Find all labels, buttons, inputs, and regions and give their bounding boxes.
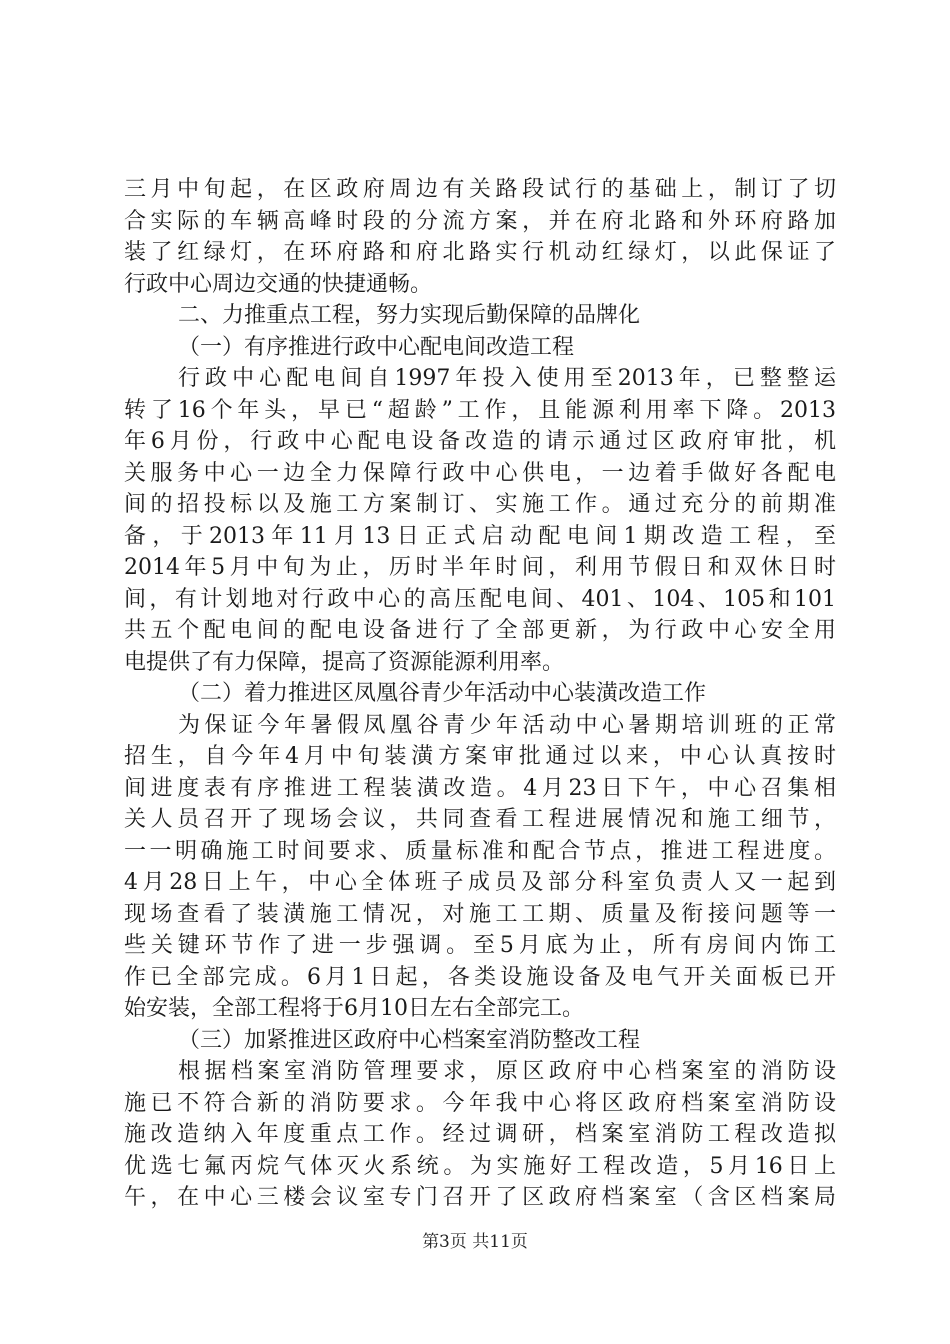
paragraph-line: 三月中旬起，在区政府周边有关路段试行的基础上，制订了切	[124, 177, 836, 202]
paragraph-line: 转了16个年头，早已“超龄”工作，且能源利用率下降。2013	[124, 397, 836, 423]
paragraph-line: 施改造纳入年度重点工作。经过调研，档案室消防工程改造拟	[124, 1122, 836, 1147]
paragraph-line: 关人员召开了现场会议，共同查看工程进展情况和施工细节，	[124, 807, 836, 832]
paragraph-line: 间，有计划地对行政中心的高压配电间、401、104、105和101	[124, 586, 836, 612]
paragraph-line: 午，在中心三楼会议室专门召开了区政府档案室（含区档案局	[124, 1185, 836, 1210]
paragraph-line: 为保证今年暑假凤凰谷青少年活动中心暑期培训班的正常	[178, 712, 836, 738]
paragraph-line: 现场查看了装潢施工情况，对施工工期、质量及衔接问题等一	[124, 901, 836, 927]
paragraph-line: 间的招投标以及施工方案制订、实施工作。通过充分的前期准	[124, 492, 836, 517]
paragraph-line: 装了红绿灯，在环府路和府北路实行机动红绿灯，以此保证了	[124, 240, 836, 265]
page-footer: 第3页 共11页	[422, 1231, 528, 1252]
paragraph-line: 合实际的车辆高峰时段的分流方案，并在府北路和外环府路加	[124, 208, 836, 234]
paragraph-line: 根据档案室消防管理要求，原区政府中心档案室的消防设	[178, 1059, 836, 1084]
paragraph-line: 作已全部完成。6月1日起，各类设施设备及电气开关面板已开	[124, 964, 836, 990]
paragraph-line: 间进度表有序推进工程装潢改造。4月23日下午，中心召集相	[124, 775, 836, 801]
section-heading: 二、力推重点工程，努力实现后勤保障的品牌化	[178, 303, 641, 328]
paragraph-line: 2014年5月中旬为止，历时半年时间，利用节假日和双休日时	[124, 555, 836, 580]
paragraph-line: 些关键环节作了进一步强调。至5月底为止，所有房间内饰工	[124, 933, 836, 958]
paragraph-line: 电提供了有力保障，提高了资源能源利用率。	[124, 649, 565, 675]
paragraph-line: 备，于2013年11月13日正式启动配电间1期改造工程，至	[124, 523, 836, 549]
paragraph-line: 始安装，全部工程将于6月10日左右全部完工。	[124, 996, 584, 1021]
subsection-heading: （二）着力推进区凤凰谷青少年活动中心装潢改造工作	[178, 681, 707, 706]
subsection-heading: （一）有序推进行政中心配电间改造工程	[178, 334, 575, 360]
paragraph-line: 招生，自今年4月中旬装潢方案审批通过以来，中心认真按时	[124, 744, 836, 769]
paragraph-line: 优选七氟丙烷气体灭火系统。为实施好工程改造，5月16日上	[124, 1153, 836, 1179]
paragraph-line: 施已不符合新的消防要求。今年我中心将区政府档案室消防设	[124, 1090, 836, 1116]
paragraph-line: 共五个配电间的配电设备进行了全部更新，为行政中心安全用	[124, 618, 836, 643]
paragraph-line: 4月28日上午，中心全体班子成员及部分科室负责人又一起到	[124, 870, 836, 895]
paragraph-line: 关服务中心一边全力保障行政中心供电，一边着手做好各配电	[124, 460, 836, 486]
paragraph-line: 行政中心周边交通的快捷通畅。	[124, 271, 433, 297]
paragraph-line: 行政中心配电间自1997年投入使用至2013年，已整整运	[178, 366, 836, 391]
subsection-heading: （三）加紧推进区政府中心档案室消防整改工程	[178, 1027, 641, 1053]
paragraph-line: 一一明确施工时间要求、质量标准和配合节点，推进工程进度。	[124, 838, 836, 864]
paragraph-line: 年6月份，行政中心配电设备改造的请示通过区政府审批，机	[124, 429, 836, 454]
